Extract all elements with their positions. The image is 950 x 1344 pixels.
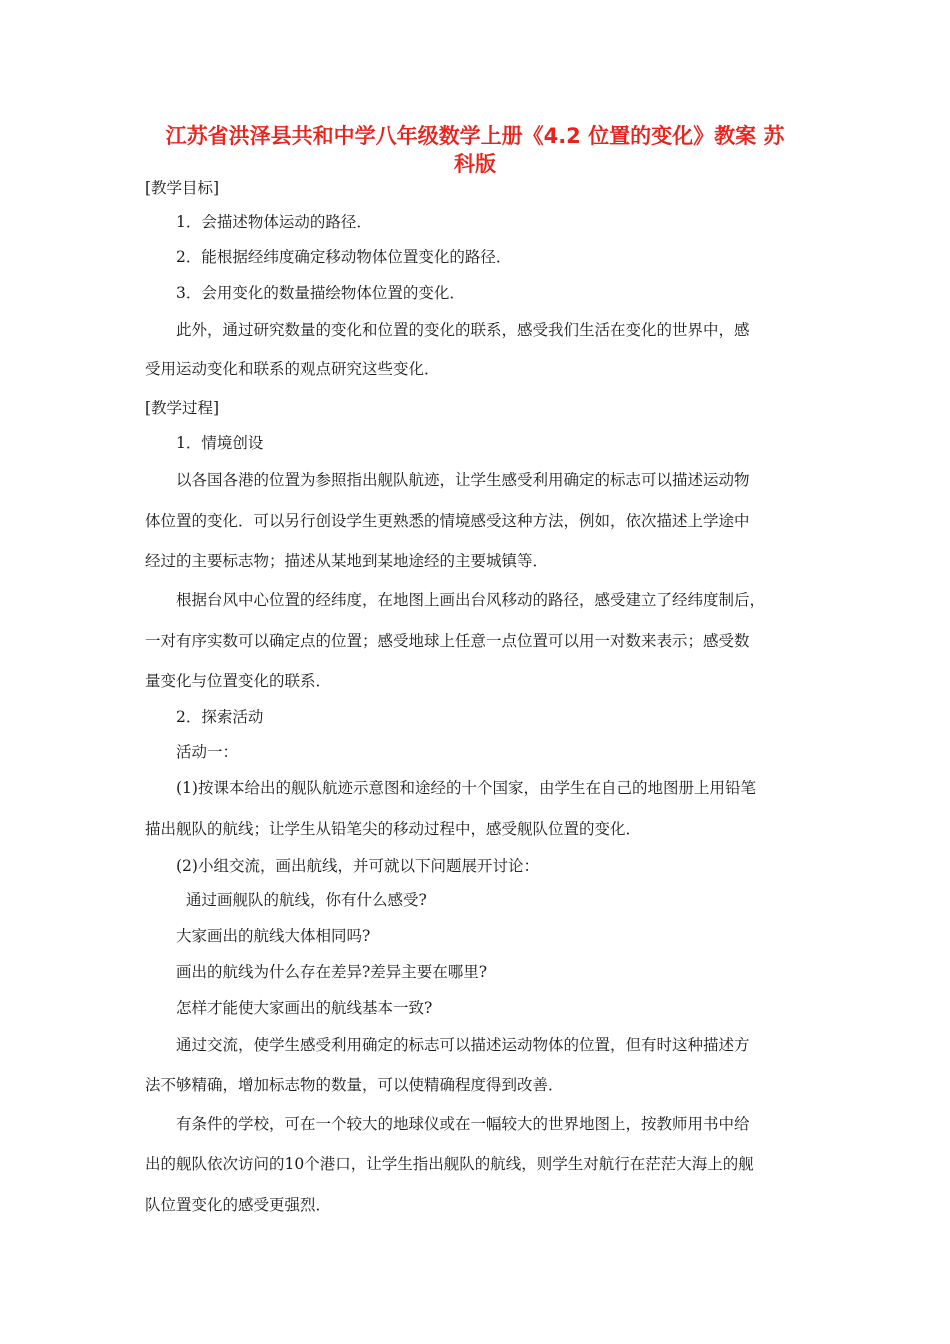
goals-extra-line: 此外，通过研究数量的变化和位置的变化的联系，感受我们生活在变化的世界中，感 [176, 321, 750, 339]
discussion-question: 通过画舰队的航线，你有什么感受? [186, 891, 427, 909]
paragraph-line: 法不够精确，增加标志物的数量，可以使精确程度得到改善． [145, 1076, 564, 1094]
paragraph-line: 队位置变化的感受更强烈． [145, 1196, 332, 1214]
goal-item: 3．会用变化的数量描绘物体位置的变化． [176, 284, 465, 302]
step-heading: 1．情境创设 [176, 434, 264, 452]
goal-item: 1．会描述物体运动的路径． [176, 213, 372, 231]
paragraph-line: 体位置的变化．可以另行创设学生更熟悉的情境感受这种方法，例如，依次描述上学途中 [145, 512, 750, 530]
step-heading: 2．探索活动 [176, 708, 264, 726]
document-title [140, 122, 810, 178]
paragraph-line: 以各国各港的位置为参照指出舰队航迹，让学生感受利用确定的标志可以描述运动物 [176, 471, 750, 489]
paragraph-line: 有条件的学校，可在一个较大的地球仪或在一幅较大的世界地图上，按教师用书中给 [176, 1115, 750, 1133]
paragraph-line: 一对有序实数可以确定点的位置；感受地球上任意一点位置可以用一对数来表示；感受数 [145, 632, 750, 650]
paragraph-line: 量变化与位置变化的联系． [145, 672, 332, 690]
activity-label: 活动一： [176, 743, 239, 761]
paragraph-line: 根据台风中心位置的经纬度，在地图上画出台风移动的路径，感受建立了经纬度制后， [176, 591, 766, 609]
goals-extra-line: 受用运动变化和联系的观点研究这些变化． [145, 360, 440, 378]
discussion-question: 大家画出的航线大体相同吗? [176, 927, 371, 945]
goal-item: 2．能根据经纬度确定移动物体位置变化的路径． [176, 248, 512, 266]
discussion-question: 画出的航线为什么存在差异?差异主要在哪里? [176, 963, 488, 981]
paragraph-line: (2)小组交流，画出航线，并可就以下问题展开讨论： [176, 857, 539, 875]
paragraph-line: 经过的主要标志物；描述从某地到某地途经的主要城镇等． [145, 552, 549, 570]
title-line-2: 科版 [454, 152, 496, 176]
paragraph-line: (1)按课本给出的舰队航迹示意图和途经的十个国家，由学生在自己的地图册上用铅笔 [176, 779, 756, 797]
paragraph-line: 通过交流，使学生感受利用确定的标志可以描述运动物体的位置，但有时这种描述方 [176, 1036, 750, 1054]
paragraph-line: 出的舰队依次访问的10个港口，让学生指出舰队的航线，则学生对航行在茫茫大海上的舰 [145, 1155, 754, 1173]
section-heading-process: [教学过程] [145, 399, 220, 417]
section-heading-goals: [教学目标] [145, 179, 220, 197]
paragraph-line: 描出舰队的航线；让学生从铅笔尖的移动过程中，感受舰队位置的变化． [145, 820, 642, 838]
title-line-1: 江苏省洪泽县共和中学八年级数学上册《4.2 位置的变化》教案 苏 [165, 124, 785, 148]
discussion-question: 怎样才能使大家画出的航线基本一致? [176, 999, 433, 1017]
